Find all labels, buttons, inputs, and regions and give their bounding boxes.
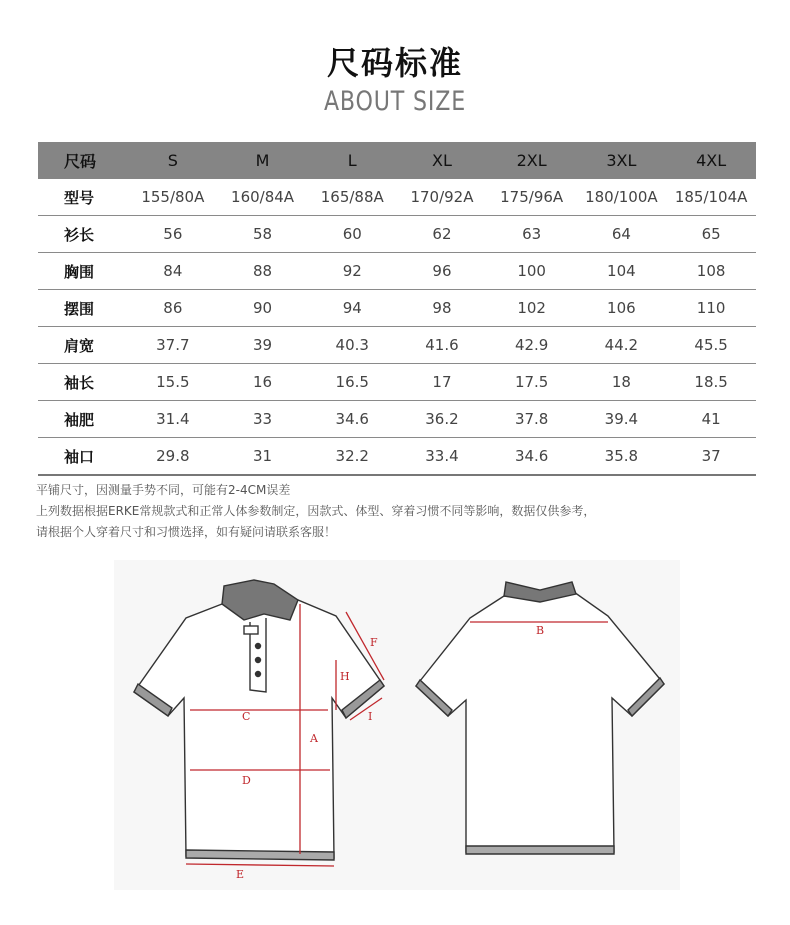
table-cell: 94 [307, 290, 397, 327]
table-cell: 16 [218, 364, 308, 401]
table-row [38, 290, 756, 327]
table-cell: 63 [487, 216, 577, 253]
size-header: M [218, 142, 308, 179]
table-row [38, 364, 756, 401]
table-cell: 96 [397, 253, 487, 290]
table-cell: 110 [666, 290, 756, 327]
note-line: 上列数据根据ERKE常规款式和正常人体参数制定，因款式、体型、穿着习惯不同等影响，数据仅供参考， [36, 504, 596, 518]
table-cell: 41 [666, 401, 756, 438]
table-cell: 39 [218, 327, 308, 364]
table-cell: 165/88A [307, 179, 397, 216]
table-row [38, 179, 756, 216]
table-cell: 39.4 [577, 401, 667, 438]
table-cell: 18 [577, 364, 667, 401]
table-cell: 31 [218, 438, 308, 476]
table-cell: 88 [218, 253, 308, 290]
table-cell: 86 [128, 290, 218, 327]
size-header: 3XL [577, 142, 667, 179]
size-header: XL [397, 142, 487, 179]
table-cell: 33 [218, 401, 308, 438]
label-e: E [236, 868, 245, 881]
table-cell: 90 [218, 290, 308, 327]
label-a: A [310, 732, 318, 745]
size-table-body [38, 179, 756, 475]
table-cell: 34.6 [307, 401, 397, 438]
note-line: 请根据个人穿着尺寸和习惯选择，如有疑问请联系客服！ [36, 525, 337, 539]
table-cell: 98 [397, 290, 487, 327]
table-cell: 108 [666, 253, 756, 290]
table-cell: 106 [577, 290, 667, 327]
table-cell: 102 [487, 290, 577, 327]
label-f: F [370, 636, 378, 649]
table-cell: 17 [397, 364, 487, 401]
table-cell: 100 [487, 253, 577, 290]
table-cell: 155/80A [128, 179, 218, 216]
table-cell: 56 [128, 216, 218, 253]
table-cell: 18.5 [666, 364, 756, 401]
table-row [38, 216, 756, 253]
table-cell: 65 [666, 216, 756, 253]
page-title: 尺码标准 [326, 44, 463, 82]
row-label: 肩宽 [38, 327, 128, 364]
table-cell: 58 [218, 216, 308, 253]
size-header: 2XL [487, 142, 577, 179]
table-cell: 16.5 [307, 364, 397, 401]
label-b: B [536, 624, 545, 637]
table-row [38, 401, 756, 438]
table-cell: 32.2 [307, 438, 397, 476]
table-cell: 37.8 [487, 401, 577, 438]
size-header: 4XL [666, 142, 756, 179]
size-header: L [307, 142, 397, 179]
table-cell: 175/96A [487, 179, 577, 216]
table-cell: 92 [307, 253, 397, 290]
table-cell: 170/92A [397, 179, 487, 216]
row-label: 摆围 [38, 290, 128, 327]
table-cell: 160/84A [218, 179, 308, 216]
row-label: 袖肥 [38, 401, 128, 438]
row-label: 型号 [38, 179, 128, 216]
table-row [38, 327, 756, 364]
table-row [38, 438, 756, 476]
table-cell: 15.5 [128, 364, 218, 401]
table-cell: 44.2 [577, 327, 667, 364]
table-cell: 36.2 [397, 401, 487, 438]
table-cell: 84 [128, 253, 218, 290]
label-i: I [368, 710, 373, 723]
row-label: 衫长 [38, 216, 128, 253]
table-cell: 104 [577, 253, 667, 290]
table-cell: 60 [307, 216, 397, 253]
table-cell: 17.5 [487, 364, 577, 401]
table-row [38, 253, 756, 290]
table-cell: 33.4 [397, 438, 487, 476]
table-cell: 180/100A [577, 179, 667, 216]
label-c: C [242, 710, 251, 723]
label-h: H [340, 670, 350, 683]
table-cell: 35.8 [577, 438, 667, 476]
table-cell: 42.9 [487, 327, 577, 364]
corner-label: 尺码 [38, 142, 128, 179]
measurement-diagram [114, 560, 680, 890]
row-label: 袖长 [38, 364, 128, 401]
table-cell: 40.3 [307, 327, 397, 364]
row-label: 袖口 [38, 438, 128, 476]
size-header-row [38, 142, 756, 179]
table-cell: 41.6 [397, 327, 487, 364]
table-cell: 64 [577, 216, 667, 253]
notes [36, 480, 595, 543]
size-chart-table [38, 142, 756, 476]
table-cell: 29.8 [128, 438, 218, 476]
size-header: S [128, 142, 218, 179]
label-d: D [242, 774, 251, 787]
note-line: 平铺尺寸，因测量手势不同，可能有2-4CM误差 [36, 483, 291, 497]
table-cell: 37.7 [128, 327, 218, 364]
table-cell: 31.4 [128, 401, 218, 438]
page-subtitle: ABOUT SIZE [323, 86, 467, 117]
table-cell: 62 [397, 216, 487, 253]
table-cell: 45.5 [666, 327, 756, 364]
row-label: 胸围 [38, 253, 128, 290]
table-cell: 185/104A [666, 179, 756, 216]
table-cell: 34.6 [487, 438, 577, 476]
table-cell: 37 [666, 438, 756, 476]
